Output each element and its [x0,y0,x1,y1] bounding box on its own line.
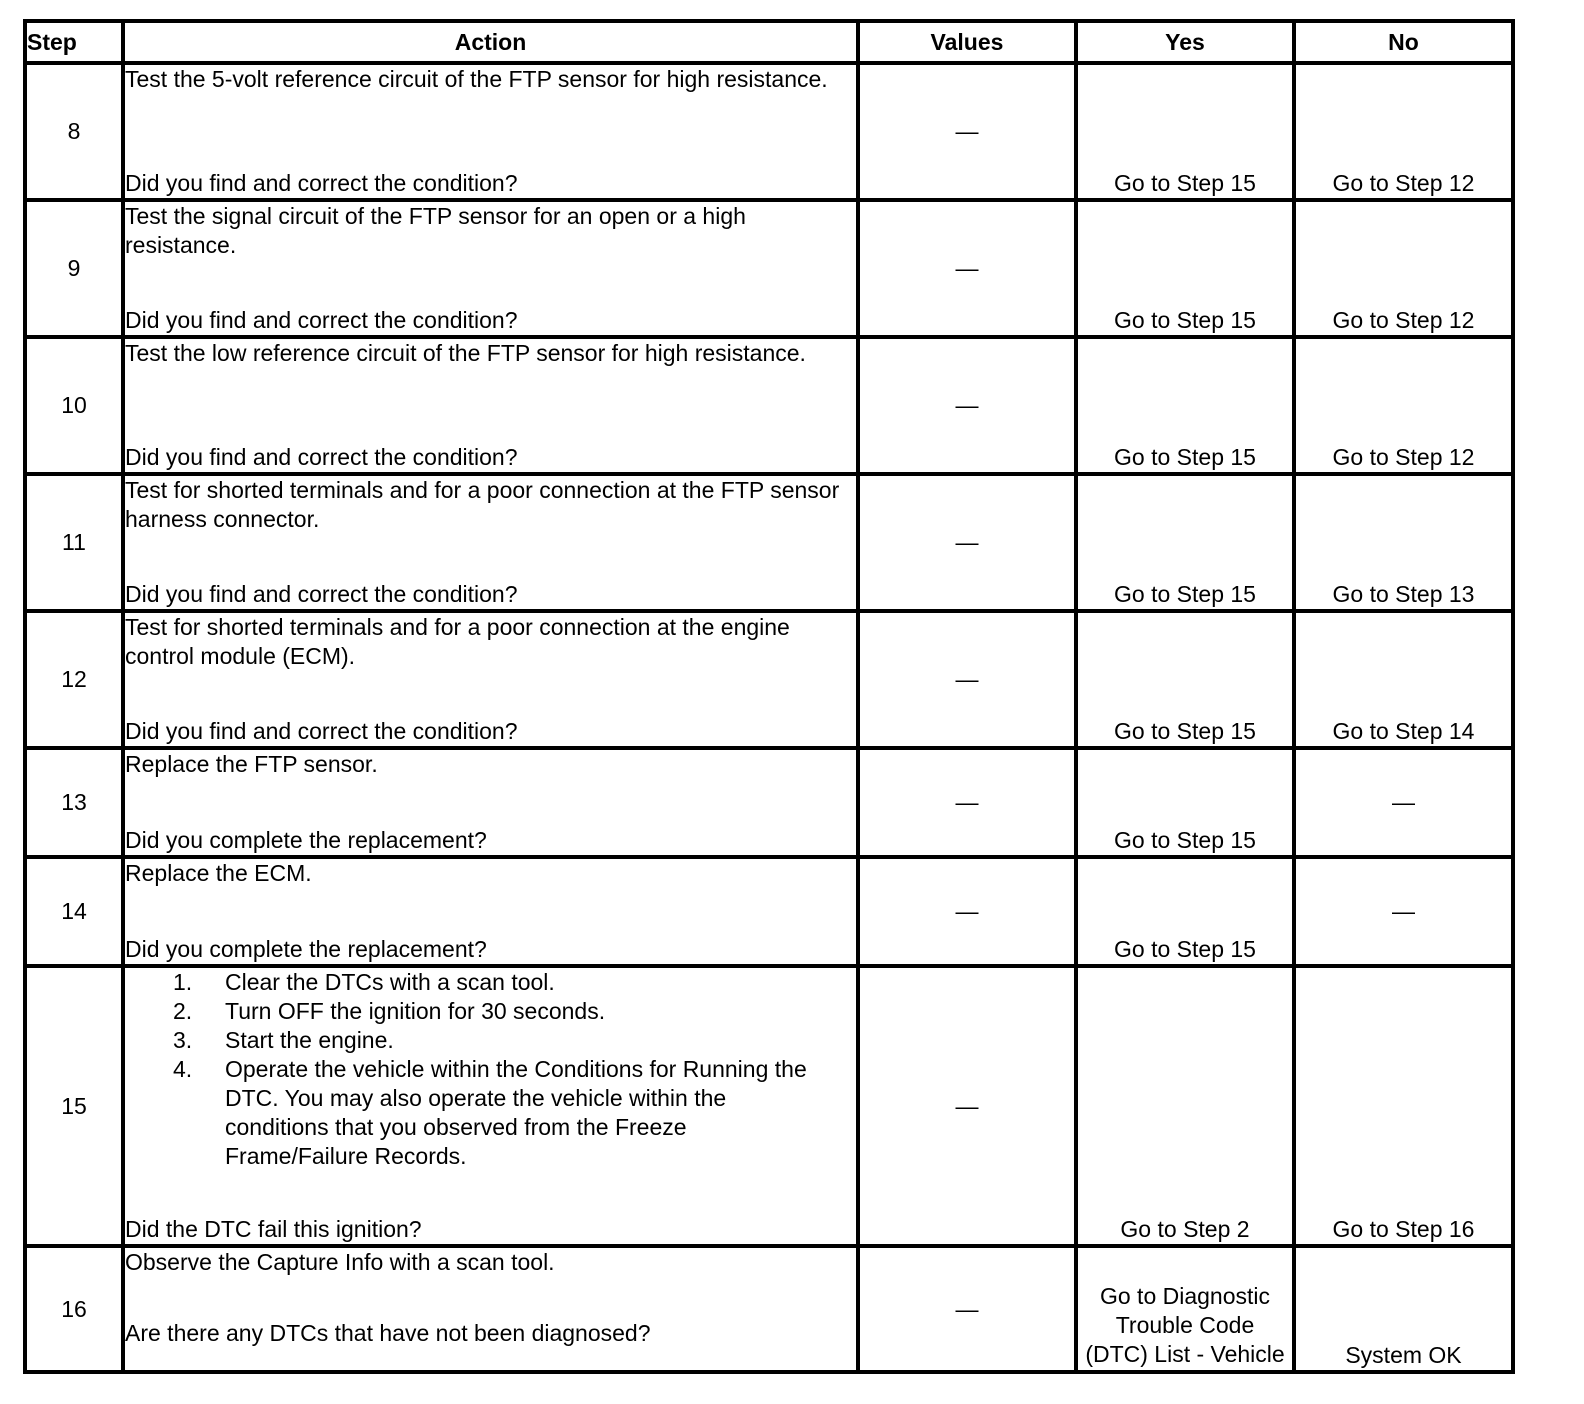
no-cell: Go to Step 16 [1294,966,1513,1246]
action-question: Did you find and correct the condition? [125,444,518,470]
no-cell: System OK [1294,1246,1513,1372]
values-cell: — [858,200,1076,337]
yes-cell: Go to Step 15 [1076,748,1294,857]
values-cell: — [858,63,1076,200]
table-row [25,474,1513,611]
header-no: No [1294,21,1513,63]
action-cell [123,748,858,857]
action-question: Did you find and correct the condition? [125,581,518,607]
header-action: Action [123,21,858,63]
yes-cell: Go to Step 2 [1076,966,1294,1246]
action-question: Did you find and correct the condition? [125,307,518,333]
substep-number: 1. [173,969,193,995]
yes-cell: Go to Step 15 [1076,857,1294,966]
step-number: 9 [25,200,123,337]
action-text: Test for shorted terminals and for a poor connection at the engine control module (ECM). [125,614,790,669]
step-number: 10 [25,337,123,474]
header-yes: Yes [1076,21,1294,63]
values-cell: — [858,474,1076,611]
step-number: 14 [25,857,123,966]
substep-text: Clear the DTCs with a scan tool. [225,969,555,995]
step-number: 8 [25,63,123,200]
values-cell: — [858,857,1076,966]
action-text: Replace the ECM. [125,860,312,886]
action-cell [123,200,858,337]
substep-number: 2. [173,998,193,1024]
substep-text: Start the engine. [225,1027,394,1053]
substep-item [173,1055,856,1171]
no-cell: Go to Step 12 [1294,200,1513,337]
table-row [25,337,1513,474]
action-text: Observe the Capture Info with a scan tool. [125,1249,555,1275]
values-cell: — [858,748,1076,857]
step-number: 12 [25,611,123,748]
header-row [25,21,1513,63]
step-number: 11 [25,474,123,611]
header-step: Step [25,21,123,63]
substep-item [173,968,856,997]
action-question: Did you find and correct the condition? [125,170,518,196]
action-cell [123,611,858,748]
substep-number: 4. [173,1056,193,1082]
substep-list [125,968,856,1171]
action-text: Replace the FTP sensor. [125,751,378,777]
table-row [25,1246,1513,1372]
values-cell: — [858,966,1076,1246]
yes-cell: Go to Step 15 [1076,611,1294,748]
substep-number: 3. [173,1027,193,1053]
action-question: Did you complete the replacement? [125,827,487,853]
table-row [25,200,1513,337]
table-row [25,748,1513,857]
yes-cell: Go to Step 15 [1076,63,1294,200]
no-cell: Go to Step 13 [1294,474,1513,611]
action-question: Did the DTC fail this ignition? [125,1216,422,1242]
no-cell: — [1294,857,1513,966]
action-cell [123,474,858,611]
action-cell [123,337,858,474]
no-cell: — [1294,748,1513,857]
yes-cell: Go to Diagnostic Trouble Code (DTC) List - Vehicle [1076,1246,1294,1372]
step-number: 15 [25,966,123,1246]
action-text: Test the 5-volt reference circuit of the FTP sensor for high resistance. [125,66,828,92]
diagnostic-table [23,19,1515,1374]
yes-cell: Go to Step 15 [1076,337,1294,474]
action-question: Did you find and correct the condition? [125,718,518,744]
action-question: Are there any DTCs that have not been diagnosed? [125,1320,651,1346]
no-cell: Go to Step 14 [1294,611,1513,748]
yes-cell: Go to Step 15 [1076,474,1294,611]
no-cell: Go to Step 12 [1294,63,1513,200]
action-text: Test the signal circuit of the FTP sensor for an open or a high resistance. [125,203,746,258]
action-cell [123,857,858,966]
table-row [25,63,1513,200]
values-cell: — [858,1246,1076,1372]
substep-text: Operate the vehicle within the Conditions for Running the DTC. You may also operate the vehicle within the conditions that you observed from the Freeze Frame/Failure Records. [225,1056,807,1169]
values-cell: — [858,611,1076,748]
action-text: Test the low reference circuit of the FTP sensor for high resistance. [125,340,806,366]
header-values: Values [858,21,1076,63]
step-number: 13 [25,748,123,857]
action-cell [123,63,858,200]
substep-item [173,997,856,1026]
action-question: Did you complete the replacement? [125,936,487,962]
action-cell [123,966,858,1246]
substep-item [173,1026,856,1055]
table-row [25,966,1513,1246]
yes-cell: Go to Step 15 [1076,200,1294,337]
values-cell: — [858,337,1076,474]
table-row [25,857,1513,966]
step-number: 16 [25,1246,123,1372]
no-cell: Go to Step 12 [1294,337,1513,474]
action-cell [123,1246,858,1372]
substep-text: Turn OFF the ignition for 30 seconds. [225,998,606,1024]
table-row [25,611,1513,748]
action-text: Test for shorted terminals and for a poor connection at the FTP sensor harness connector. [125,477,840,532]
